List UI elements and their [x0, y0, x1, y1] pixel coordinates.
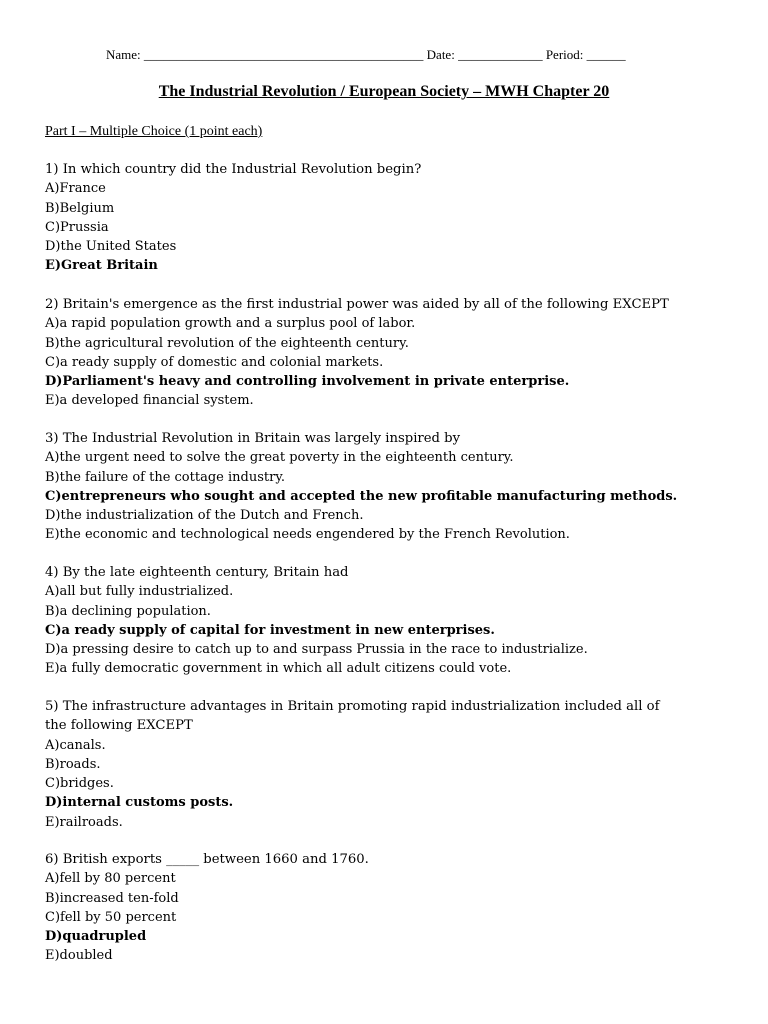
answer-option-b: B)a declining population. — [45, 603, 211, 619]
question-4 — [45, 563, 725, 679]
period-blank: ______ — [586, 47, 626, 62]
question-text: 3) The Industrial Revolution in Britain was largely inspired by — [45, 431, 461, 446]
question-text: 4) By the late eighteenth century, Britain had — [45, 565, 349, 580]
answer-option-c-correct: C)a ready supply of capital for investment in new enterprises. — [45, 622, 495, 638]
question-text: 6) British exports _____ between 1660 and 1760. — [45, 852, 369, 867]
answer-option-e: E)the economic and technological needs engendered by the French Revolution. — [45, 527, 570, 543]
answer-option-a: A)France — [45, 181, 106, 197]
answer-option-d: D)the industrialization of the Dutch and French. — [45, 508, 364, 524]
question-text: 5) The infrastructure advantages in Britain promoting rapid industrialization included all of the following EXCEPT — [45, 699, 660, 734]
date-blank: _____________ — [458, 47, 543, 62]
answer-option-c-correct: C)entrepreneurs who sought and accepted the new profitable manufacturing methods. — [45, 488, 678, 504]
answer-option-d-correct: D)Parliament's heavy and controlling involvement in private enterprise. — [45, 374, 570, 390]
answer-option-e-correct: E)Great Britain — [45, 258, 158, 274]
name-blank: ___________________________________________ — [143, 47, 424, 62]
answer-option-a: A)fell by 80 percent — [45, 871, 176, 887]
answer-option-b: B)roads. — [45, 756, 101, 772]
header-fields — [106, 47, 626, 63]
period-label: Period: — [545, 47, 584, 62]
page-title: The Industrial Revolution / European Society – MWH Chapter 20 — [158, 83, 610, 100]
answer-option-e: E)railroads. — [45, 814, 123, 830]
answer-option-e: E)a fully democratic government in which all adult citizens could vote. — [45, 661, 512, 677]
question-3 — [45, 429, 725, 545]
answer-option-b: B)increased ten-fold — [45, 890, 179, 906]
date-label: Date: — [426, 47, 455, 62]
question-text: 1) In which country did the Industrial Revolution begin? — [45, 162, 422, 177]
answer-option-b: B)the failure of the cottage industry. — [45, 469, 286, 485]
answer-option-c: C)Prussia — [45, 219, 109, 235]
answer-option-a: A)the urgent need to solve the great poverty in the eighteenth century. — [45, 450, 514, 466]
answer-option-d: D)a pressing desire to catch up to and surpass Prussia in the race to industrialize. — [45, 642, 588, 658]
question-text: 2) Britain's emergence as the first industrial power was aided by all of the following EXCEPT — [45, 297, 669, 312]
answer-option-a: A)a rapid population growth and a surplus pool of labor. — [45, 316, 416, 332]
answer-option-a: A)canals. — [45, 737, 106, 753]
answer-option-c: C)bridges. — [45, 776, 114, 792]
answer-option-e: E)a developed financial system. — [45, 393, 254, 409]
question-5 — [45, 697, 670, 832]
section-heading: Part I – Multiple Choice (1 point each) — [45, 124, 263, 139]
answer-option-c: C)fell by 50 percent — [45, 909, 177, 925]
name-label: Name: — [106, 47, 141, 62]
answer-option-b: B)the agricultural revolution of the eighteenth century. — [45, 335, 409, 351]
answer-option-d-correct: D)internal customs posts. — [45, 795, 234, 811]
answer-option-d: D)the United States — [45, 239, 177, 255]
question-6 — [45, 850, 725, 966]
answer-option-b: B)Belgium — [45, 200, 115, 216]
answer-option-c: C)a ready supply of domestic and colonial markets. — [45, 354, 384, 370]
question-2 — [45, 295, 725, 411]
answer-option-d-correct: D)quadrupled — [45, 929, 147, 945]
answer-option-a: A)all but fully industrialized. — [45, 584, 234, 600]
answer-option-e: E)doubled — [45, 948, 113, 964]
question-1 — [45, 160, 725, 276]
